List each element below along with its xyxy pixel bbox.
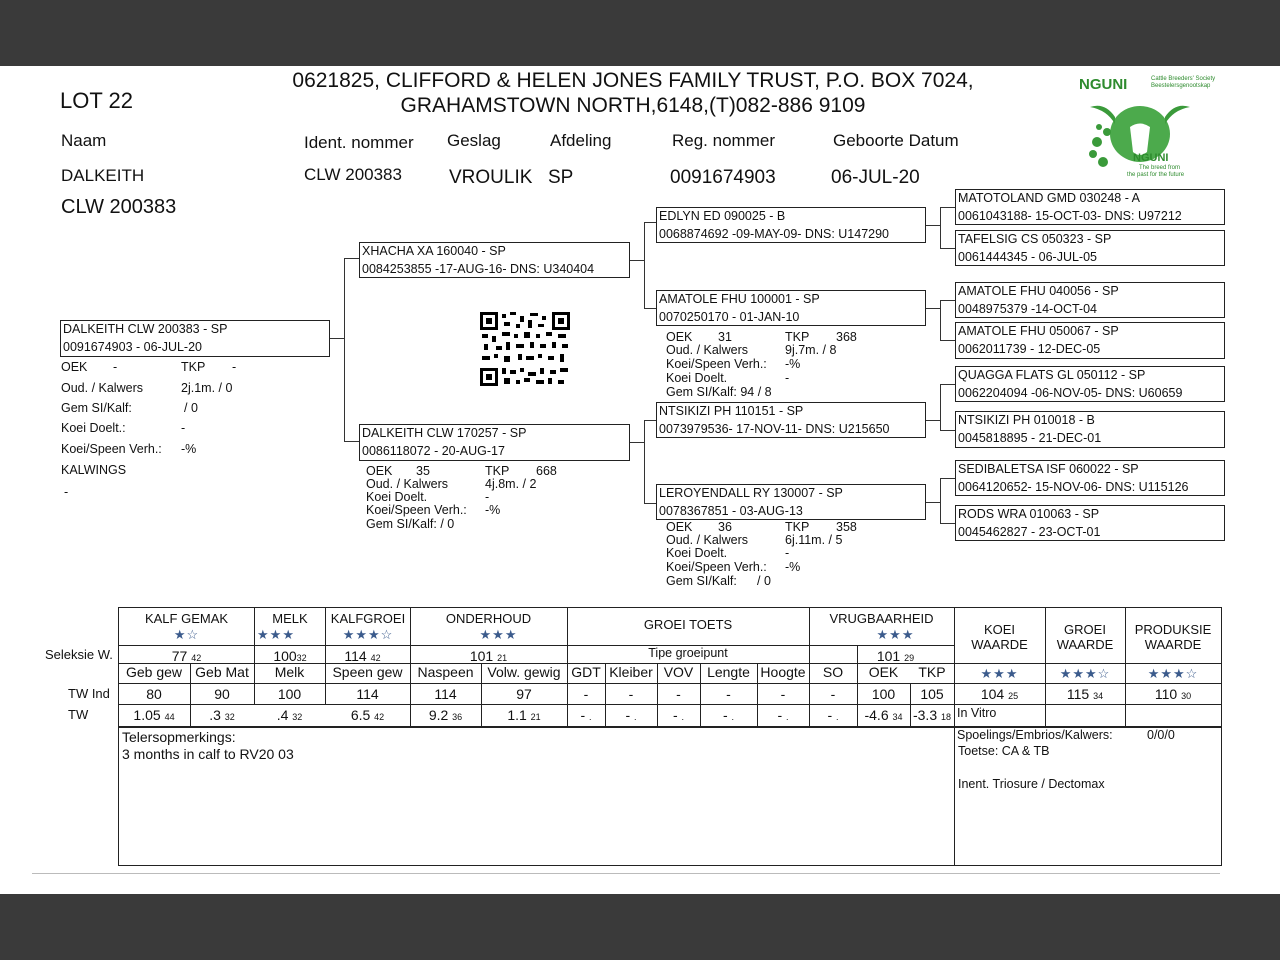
qr-code-icon xyxy=(480,312,570,386)
subject-age-value: 2j.1m. / 0 xyxy=(181,381,233,395)
connector xyxy=(644,420,645,503)
remarks-text: 3 months in calf to RV20 03 xyxy=(122,746,294,762)
group-header: MELK xyxy=(272,611,308,626)
group-accuracy: 21 xyxy=(497,653,508,663)
tw-accuracy: 32 xyxy=(292,712,303,722)
tw-ind-value: 105 xyxy=(920,686,944,702)
gp-gem: Gem SI/Kalf: 94 / 8 xyxy=(666,385,772,399)
tw-value xyxy=(118,707,190,723)
connector xyxy=(940,478,941,523)
row-label-selection: Seleksie W. xyxy=(45,647,113,662)
sire-line2: 0084253855 -17-AUG-16- DNS: U340404 xyxy=(362,262,595,276)
summary-name-1: PRODUKSIE xyxy=(1134,622,1212,637)
gp-verh-value: -% xyxy=(785,357,801,371)
logo-tagline-2: the past for the future xyxy=(1127,172,1185,178)
trait-header: OEK xyxy=(868,664,899,680)
dam-gem: Gem SI/Kalf: / 0 xyxy=(366,517,455,531)
summary-name-2: WAARDE xyxy=(1144,637,1202,652)
tw-value xyxy=(190,707,254,723)
subject-tkp-value: - xyxy=(232,360,237,374)
trait-header: Geb Mat xyxy=(195,664,249,680)
tw-value-text: -3.3 xyxy=(912,707,938,723)
trait-header: Naspeen xyxy=(417,664,474,680)
gp-doelt-value: - xyxy=(785,371,790,385)
lot-number: LOT 22 xyxy=(60,88,133,113)
group-accuracy: 42 xyxy=(370,653,381,663)
row-label-tw: TW xyxy=(68,707,89,722)
gp-gem-value: / 0 xyxy=(757,574,771,588)
tw-value xyxy=(809,707,857,723)
summary-header xyxy=(954,622,1045,652)
grandparent-box xyxy=(656,207,926,243)
dam-line1: DALKEITH CLW 170257 - SP xyxy=(362,426,527,440)
grandparent-box xyxy=(656,484,926,520)
ggp-line1: QUAGGA FLATS GL 050112 - SP xyxy=(958,368,1146,382)
tw-value-text: 9.2 xyxy=(428,707,449,723)
label-ident: Ident. nommer xyxy=(304,133,414,152)
tw-accuracy: . xyxy=(786,712,789,722)
group-header: GROEI TOETS xyxy=(643,617,733,632)
ggp-line1: MATOTOLAND GMD 030248 - A xyxy=(958,191,1141,205)
tw-ind-value: - xyxy=(628,686,634,702)
logo-tagline-1: The breed from xyxy=(1139,165,1181,171)
grandparent-line1: LEROYENDALL RY 130007 - SP xyxy=(659,486,843,500)
tw-accuracy: 21 xyxy=(530,712,541,722)
trait-header: Volw. gewig xyxy=(487,664,561,680)
great-grandparent-box xyxy=(955,189,1225,225)
group-value-text: 114 xyxy=(344,648,367,664)
ggp-line2: 0064120652- 15-NOV-06- DNS: U115126 xyxy=(958,480,1189,494)
grandparent-line2: 0070250170 - 01-JAN-10 xyxy=(659,310,800,324)
tw-ind-value: - xyxy=(780,686,786,702)
connector xyxy=(940,340,955,341)
group-value xyxy=(254,648,326,664)
summary-value-text: 104 xyxy=(980,686,1005,702)
group-value-text: 100 xyxy=(273,648,297,664)
gp-oek-value: 31 xyxy=(718,330,732,344)
label-sex: Geslag xyxy=(447,131,501,150)
gp-doelt-value: - xyxy=(785,546,790,560)
animal-name: DALKEITH xyxy=(61,166,145,185)
group-stars: ★★★ xyxy=(479,627,518,642)
group-header: KALF GEMAK xyxy=(144,611,229,626)
ggp-line1: AMATOLE FHU 040056 - SP xyxy=(958,284,1119,298)
tw-ind-value: 80 xyxy=(146,686,162,702)
tw-ind-value: - xyxy=(726,686,731,702)
subject-box xyxy=(60,320,330,357)
ggp-line1: RODS WRA 010063 - SP xyxy=(958,507,1100,521)
animal-ident-large: CLW 200383 xyxy=(61,196,177,218)
tw-value-text: - xyxy=(580,707,586,723)
tw-value xyxy=(325,707,410,723)
logo-sub-brand: NGUNI xyxy=(1133,152,1169,164)
summary-accuracy: 30 xyxy=(1181,691,1192,701)
logo-society-2: Beestelersgenootskap xyxy=(1151,83,1211,89)
subject-gem-label: Gem SI/Kalf: xyxy=(61,401,132,415)
tw-accuracy: . xyxy=(634,712,637,722)
in-vitro-label: In Vitro xyxy=(957,706,997,720)
connector xyxy=(344,258,360,259)
dam-oek-value: 35 xyxy=(416,464,430,478)
group-value-text: 101 xyxy=(876,648,901,664)
tw-accuracy: 32 xyxy=(224,712,235,722)
tw-value xyxy=(605,707,657,723)
summary-accuracy: 25 xyxy=(1008,691,1019,701)
gp-tkp-value: 358 xyxy=(836,520,857,534)
connector xyxy=(940,248,955,249)
connector xyxy=(940,384,941,430)
dam-oek-label: OEK xyxy=(366,464,393,478)
subject-doelt-value: - xyxy=(181,421,186,435)
tw-value xyxy=(254,707,325,723)
subject-age-label: Oud. / Kalwers xyxy=(61,381,143,395)
tw-accuracy: . xyxy=(836,712,839,722)
gp-tkp-value: 368 xyxy=(836,330,857,344)
dam-box xyxy=(359,424,630,461)
tw-ind-value: 97 xyxy=(516,686,532,702)
dam-verh-label: Koei/Speen Verh.: xyxy=(366,503,467,517)
tw-accuracy: 18 xyxy=(941,712,952,722)
label-dob: Geboorte Datum xyxy=(833,131,959,150)
group-accuracy: 29 xyxy=(904,653,915,663)
trait-header: VOV xyxy=(663,664,694,680)
sire-box xyxy=(359,242,630,278)
gp-age-label: Oud. / Kalwers xyxy=(666,343,748,357)
subject-oek-label: OEK xyxy=(61,360,88,374)
group-stars: ★★★ xyxy=(876,627,915,642)
gp-oek-label: OEK xyxy=(666,330,693,344)
ggp-line2: 0061444345 - 06-JUL-05 xyxy=(958,250,1097,264)
summary-stars: ★★★☆ xyxy=(1059,666,1111,681)
group-header: KALFGROEI xyxy=(330,611,406,626)
gp-age-value: 9j.7m. / 8 xyxy=(785,343,837,357)
summary-name-2: WAARDE xyxy=(971,637,1028,652)
connector xyxy=(926,420,940,421)
tw-ind-value: 100 xyxy=(871,686,896,702)
tw-accuracy: . xyxy=(731,712,735,722)
flush-label: Spoelings/Embrios/Kalwers: xyxy=(957,728,1113,742)
subject-verh-value: -% xyxy=(181,442,197,456)
group-value xyxy=(410,648,567,664)
vaccinations-text: Inent. Triosure / Dectomax xyxy=(958,777,1105,791)
connector xyxy=(940,207,955,208)
connector xyxy=(926,225,940,226)
tw-value xyxy=(657,707,700,723)
tw-ind-value: - xyxy=(583,686,589,702)
group-stars: ★☆ xyxy=(173,627,200,642)
nguni-logo xyxy=(1077,72,1216,180)
great-grandparent-box xyxy=(955,411,1225,448)
group-stars: ★★★ xyxy=(257,627,295,642)
dam-doelt-label: Koei Doelt. xyxy=(366,490,428,504)
tw-value xyxy=(567,707,605,723)
dam-age-label: Oud. / Kalwers xyxy=(366,477,448,491)
tw-value-text: 1.05 xyxy=(133,707,161,723)
tw-value xyxy=(700,707,757,723)
great-grandparent-box xyxy=(955,230,1225,266)
summary-header xyxy=(1045,622,1125,652)
subject-line2: 0091674903 - 06-JUL-20 xyxy=(63,340,202,354)
ggp-line1: SEDIBALETSA ISF 060022 - SP xyxy=(958,462,1139,476)
ggp-line2: 0062204094 -06-NOV-05- DNS: U60659 xyxy=(958,386,1183,400)
gp-oek-value: 36 xyxy=(718,520,732,534)
certificate-page xyxy=(0,66,1280,894)
ggp-line2: 0061043188- 15-OCT-03- DNS: U97212 xyxy=(958,209,1182,223)
trait-header: SO xyxy=(822,664,844,680)
gp-age-label: Oud. / Kalwers xyxy=(666,533,748,547)
group-value-text: 101 xyxy=(469,648,494,664)
connector xyxy=(344,258,345,441)
subject-doelt-label: Koei Doelt.: xyxy=(61,421,126,435)
connector xyxy=(926,308,940,309)
connector xyxy=(926,502,940,503)
subject-line1: DALKEITH CLW 200383 - SP xyxy=(63,322,228,336)
trait-header: Speen gew xyxy=(332,664,403,680)
connector xyxy=(330,338,344,339)
tw-accuracy: 36 xyxy=(452,712,463,722)
gp-age-value: 6j.11m. / 5 xyxy=(785,533,843,547)
group-value xyxy=(325,648,400,664)
tw-value-text: - xyxy=(672,707,678,723)
tw-ind-value: 114 xyxy=(356,686,379,702)
tw-ind-value: - xyxy=(830,686,836,702)
row-label-tw-ind: TW Ind xyxy=(68,686,110,701)
gp-tkp-label: TKP xyxy=(785,520,810,534)
connector xyxy=(940,523,955,524)
logo-society: Cattle Breeders' Society xyxy=(1151,76,1216,82)
connector xyxy=(940,478,955,479)
grandparent-line1: AMATOLE FHU 100001 - SP xyxy=(659,292,820,306)
tw-value-text: .4 xyxy=(276,707,289,723)
tw-value xyxy=(910,707,954,723)
ggp-line2: 0062011739 - 12-DEC-05 xyxy=(958,342,1101,356)
summary-name-2: WAARDE xyxy=(1056,637,1114,652)
grandparent-box xyxy=(656,290,926,326)
ggp-line2: 0048975379 -14-OCT-04 xyxy=(958,302,1097,316)
tw-value-text: - xyxy=(625,707,631,723)
tw-value-text: -4.6 xyxy=(864,707,889,723)
dam-line2: 0086118072 - 20-AUG-17 xyxy=(362,444,505,458)
tw-ind-value: - xyxy=(676,686,681,702)
connector xyxy=(630,260,644,261)
ggp-line2: 0045462827 - 23-OCT-01 xyxy=(958,525,1101,539)
connector xyxy=(630,442,644,443)
trait-header: Lengte xyxy=(707,664,750,680)
logo-brand: NGUNI xyxy=(1079,76,1128,93)
subject-tkp-label: TKP xyxy=(181,360,206,374)
grandparent-line2: 0068874692 -09-MAY-09- DNS: U147290 xyxy=(659,227,890,241)
summary-value xyxy=(954,686,1045,702)
trait-header: GDT xyxy=(571,664,601,680)
great-grandparent-box xyxy=(955,322,1225,359)
connector xyxy=(940,430,955,431)
great-grandparent-box xyxy=(955,460,1225,496)
grandparent-line2: 0078367851 - 03-AUG-13 xyxy=(659,504,803,518)
tw-value xyxy=(757,707,809,723)
summary-value-text: 110 xyxy=(1154,686,1178,702)
gp-verh-value: -% xyxy=(785,560,801,574)
connector xyxy=(644,222,645,308)
summary-value-text: 115 xyxy=(1066,686,1090,702)
dam-doelt-value: - xyxy=(485,490,490,504)
tw-value xyxy=(857,707,910,723)
ggp-line2: 0045818895 - 21-DEC-01 xyxy=(958,431,1102,445)
summary-accuracy: 34 xyxy=(1093,691,1104,701)
subject-verh-label: Koei/Speen Verh.: xyxy=(61,442,162,456)
owner-line-2: GRAHAMSTOWN NORTH,6148,(T)082-886 9109 xyxy=(400,94,866,117)
animal-ident: CLW 200383 xyxy=(304,165,402,184)
grandparent-line1: EDLYN ED 090025 - B xyxy=(659,209,786,223)
connector xyxy=(940,207,941,248)
grandparent-line1: NTSIKIZI PH 110151 - SP xyxy=(659,404,804,418)
group-header: ONDERHOUD xyxy=(445,611,532,626)
summary-stars: ★★★☆ xyxy=(1147,666,1199,681)
trait-header: TKP xyxy=(918,664,946,680)
ggp-line1: AMATOLE FHU 050067 - SP xyxy=(958,324,1119,338)
animal-reg: 0091674903 xyxy=(670,167,776,188)
connector xyxy=(940,300,941,340)
gp-doelt-label: Koei Doelt. xyxy=(666,371,728,385)
tw-value xyxy=(481,707,567,723)
dam-tkp-label: TKP xyxy=(485,464,510,478)
group-stars: ★★★☆ xyxy=(342,627,394,642)
summary-header xyxy=(1125,622,1221,652)
tw-accuracy: . xyxy=(589,712,592,722)
trait-header: Kleiber xyxy=(609,664,653,680)
tw-ind-value: 114 xyxy=(434,686,457,702)
summary-value xyxy=(1125,686,1221,702)
group-value xyxy=(857,648,934,664)
label-name: Naam xyxy=(61,131,107,150)
group-accuracy: 42 xyxy=(191,653,202,663)
animal-section: SP xyxy=(548,167,574,188)
great-grandparent-box xyxy=(955,505,1225,541)
summary-name-1: KOEI xyxy=(983,622,1016,637)
flush-value: 0/0/0 xyxy=(1147,728,1175,742)
group-value xyxy=(118,648,255,664)
subject-kalwings-label: KALWINGS xyxy=(61,463,127,477)
connector xyxy=(344,441,360,442)
gp-doelt-label: Koei Doelt. xyxy=(666,546,728,560)
great-grandparent-box xyxy=(955,366,1225,402)
trait-header: Melk xyxy=(274,664,305,680)
connector xyxy=(940,300,955,301)
tw-value-text: - xyxy=(722,707,728,723)
tw-value-text: 1.1 xyxy=(507,707,527,723)
gp-verh-label: Koei/Speen Verh.: xyxy=(666,560,767,574)
summary-value xyxy=(1045,686,1125,702)
connector xyxy=(940,384,955,385)
gp-tkp-label: TKP xyxy=(785,330,810,344)
tw-value xyxy=(410,707,481,723)
gp-gem-label: Gem SI/Kalf: xyxy=(666,574,737,588)
subject-kalwings-value: - xyxy=(64,485,69,499)
tw-accuracy: 44 xyxy=(164,712,175,722)
label-reg: Reg. nommer xyxy=(672,131,775,150)
sire-line1: XHACHA XA 160040 - SP xyxy=(362,244,506,258)
subject-oek-value: - xyxy=(113,360,118,374)
group-value-text: 77 xyxy=(171,648,188,664)
tw-value-text: .3 xyxy=(209,707,221,723)
subject-gem-value: / 0 xyxy=(184,401,198,415)
tests-text: Toetse: CA & TB xyxy=(958,744,1050,758)
animal-sex: VROULIK xyxy=(449,167,533,188)
label-section: Afdeling xyxy=(550,131,612,150)
tw-accuracy: 34 xyxy=(892,712,903,722)
grandparent-box xyxy=(656,402,926,438)
ggp-line1: TAFELSIG CS 050323 - SP xyxy=(958,232,1112,246)
tw-ind-value: 100 xyxy=(277,686,302,702)
footer-rule xyxy=(32,873,1220,874)
group-value: Tipe groeipunt xyxy=(648,646,728,660)
gp-verh-label: Koei/Speen Verh.: xyxy=(666,357,767,371)
tw-accuracy: . xyxy=(681,712,685,722)
group-accuracy: 32 xyxy=(296,653,307,663)
ggp-line1: NTSIKIZI PH 010018 - B xyxy=(958,413,1095,427)
summary-stars: ★★★ xyxy=(980,666,1019,681)
tw-ind-value: 90 xyxy=(214,686,230,702)
tw-value-text: - xyxy=(827,707,833,723)
dam-verh-value: -% xyxy=(485,503,501,517)
tw-value-text: 6.5 xyxy=(350,707,371,723)
trait-header: Geb gew xyxy=(125,664,183,680)
trait-header: Hoogte xyxy=(760,664,806,680)
animal-dob: 06-JUL-20 xyxy=(831,167,920,188)
owner-line-1: 0621825, CLIFFORD & HELEN JONES FAMILY TRUST, P.O. BOX 7024, xyxy=(292,69,974,92)
group-header: VRUGBAARHEID xyxy=(829,611,934,626)
tw-value-text: - xyxy=(777,707,783,723)
tw-accuracy: 42 xyxy=(374,712,385,722)
great-grandparent-box xyxy=(955,282,1225,318)
remarks-label: Telersopmerkings: xyxy=(122,729,236,745)
grandparent-line2: 0073979536- 17-NOV-11- DNS: U215650 xyxy=(659,422,890,436)
gp-oek-label: OEK xyxy=(666,520,693,534)
dam-tkp-value: 668 xyxy=(536,464,557,478)
dam-age-value: 4j.8m. / 2 xyxy=(485,477,537,491)
summary-name-1: GROEI xyxy=(1064,622,1106,637)
